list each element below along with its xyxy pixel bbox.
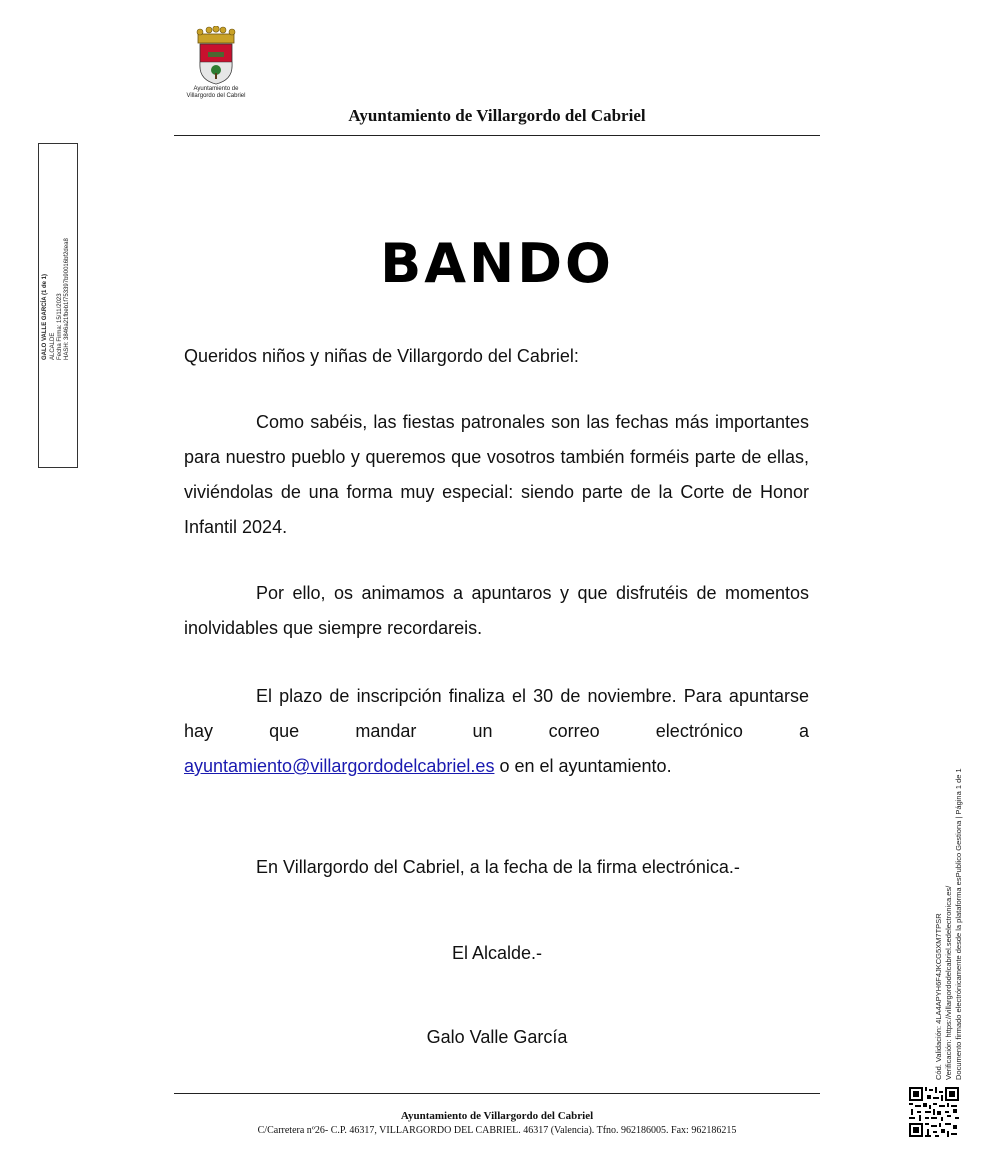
validation-line2: Verificación: https://villargordodelcabriel.sedelectronica.es/ <box>944 885 953 1080</box>
footer-divider <box>174 1093 820 1094</box>
document-title: BANDO <box>380 232 614 295</box>
footer-org: Ayuntamiento de Villargordo del Cabriel <box>400 1110 594 1122</box>
paragraph-2: Por ello, os animamos a apuntaros y que disfrutéis de momentos inolvidables que siempre recordareis. <box>184 583 809 638</box>
logo-caption <box>168 86 264 100</box>
signature-line1: GALO VALLE GARCÍA (1 de 1) <box>42 273 48 360</box>
paragraph-3-tail: o en el ayuntamiento. <box>494 756 672 776</box>
greeting: Queridos niños y niñas de Villargordo del Cabriel: <box>184 346 579 366</box>
signature-line4: HASH: 3846a21fbeb1f753397b90016bf2dea8 <box>64 238 70 360</box>
paragraph-3-text: El plazo de inscripción finaliza el 30 de noviembre. Para apuntarse hay que mandar un correo electrónico a <box>184 686 809 741</box>
logo-caption-line2: Villargordo del Cabriel <box>186 93 246 99</box>
paragraph-3 <box>184 679 809 784</box>
signature-line3: Fecha Firma: 15/11/2023 <box>57 293 63 360</box>
validation-line3: Documento firmado electrónicamente desde la plataforma esPublico Gestiona | Página 1 de 1 <box>954 768 963 1080</box>
email-link[interactable]: ayuntamiento@villargordodelcabriel.es <box>184 756 495 776</box>
header-title: Ayuntamiento de Villargordo del Cabriel <box>348 106 646 125</box>
logo-caption-line1: Ayuntamiento de <box>193 86 239 92</box>
footer-address: C/Carretera nº26- C.P. 46317, VILLARGORDO DEL CABRIEL. 46317 (Valencia). Tfno. 962186005. Fax: 962186215 <box>257 1125 737 1136</box>
signer-name: Galo Valle García <box>426 1027 568 1047</box>
signature-line2: ALCALDE <box>50 332 56 360</box>
signer-role: El Alcalde.- <box>451 943 543 963</box>
qr-code-icon <box>909 1087 959 1137</box>
header-divider <box>174 135 820 136</box>
place-date: En Villargordo del Cabriel, a la fecha de la firma electrónica.- <box>256 857 740 877</box>
validation-line1: Cód. Validación: 4LA4APYH6F4JKCG5XM7TPSR <box>934 913 943 1080</box>
paragraph-1: Como sabéis, las fiestas patronales son las fechas más importantes para nuestro pueblo y queremos que vosotros también forméis parte de ellas, viviéndolas de una forma muy especial: siendo parte de la Corte de Honor Infantil 2024. <box>184 412 809 537</box>
